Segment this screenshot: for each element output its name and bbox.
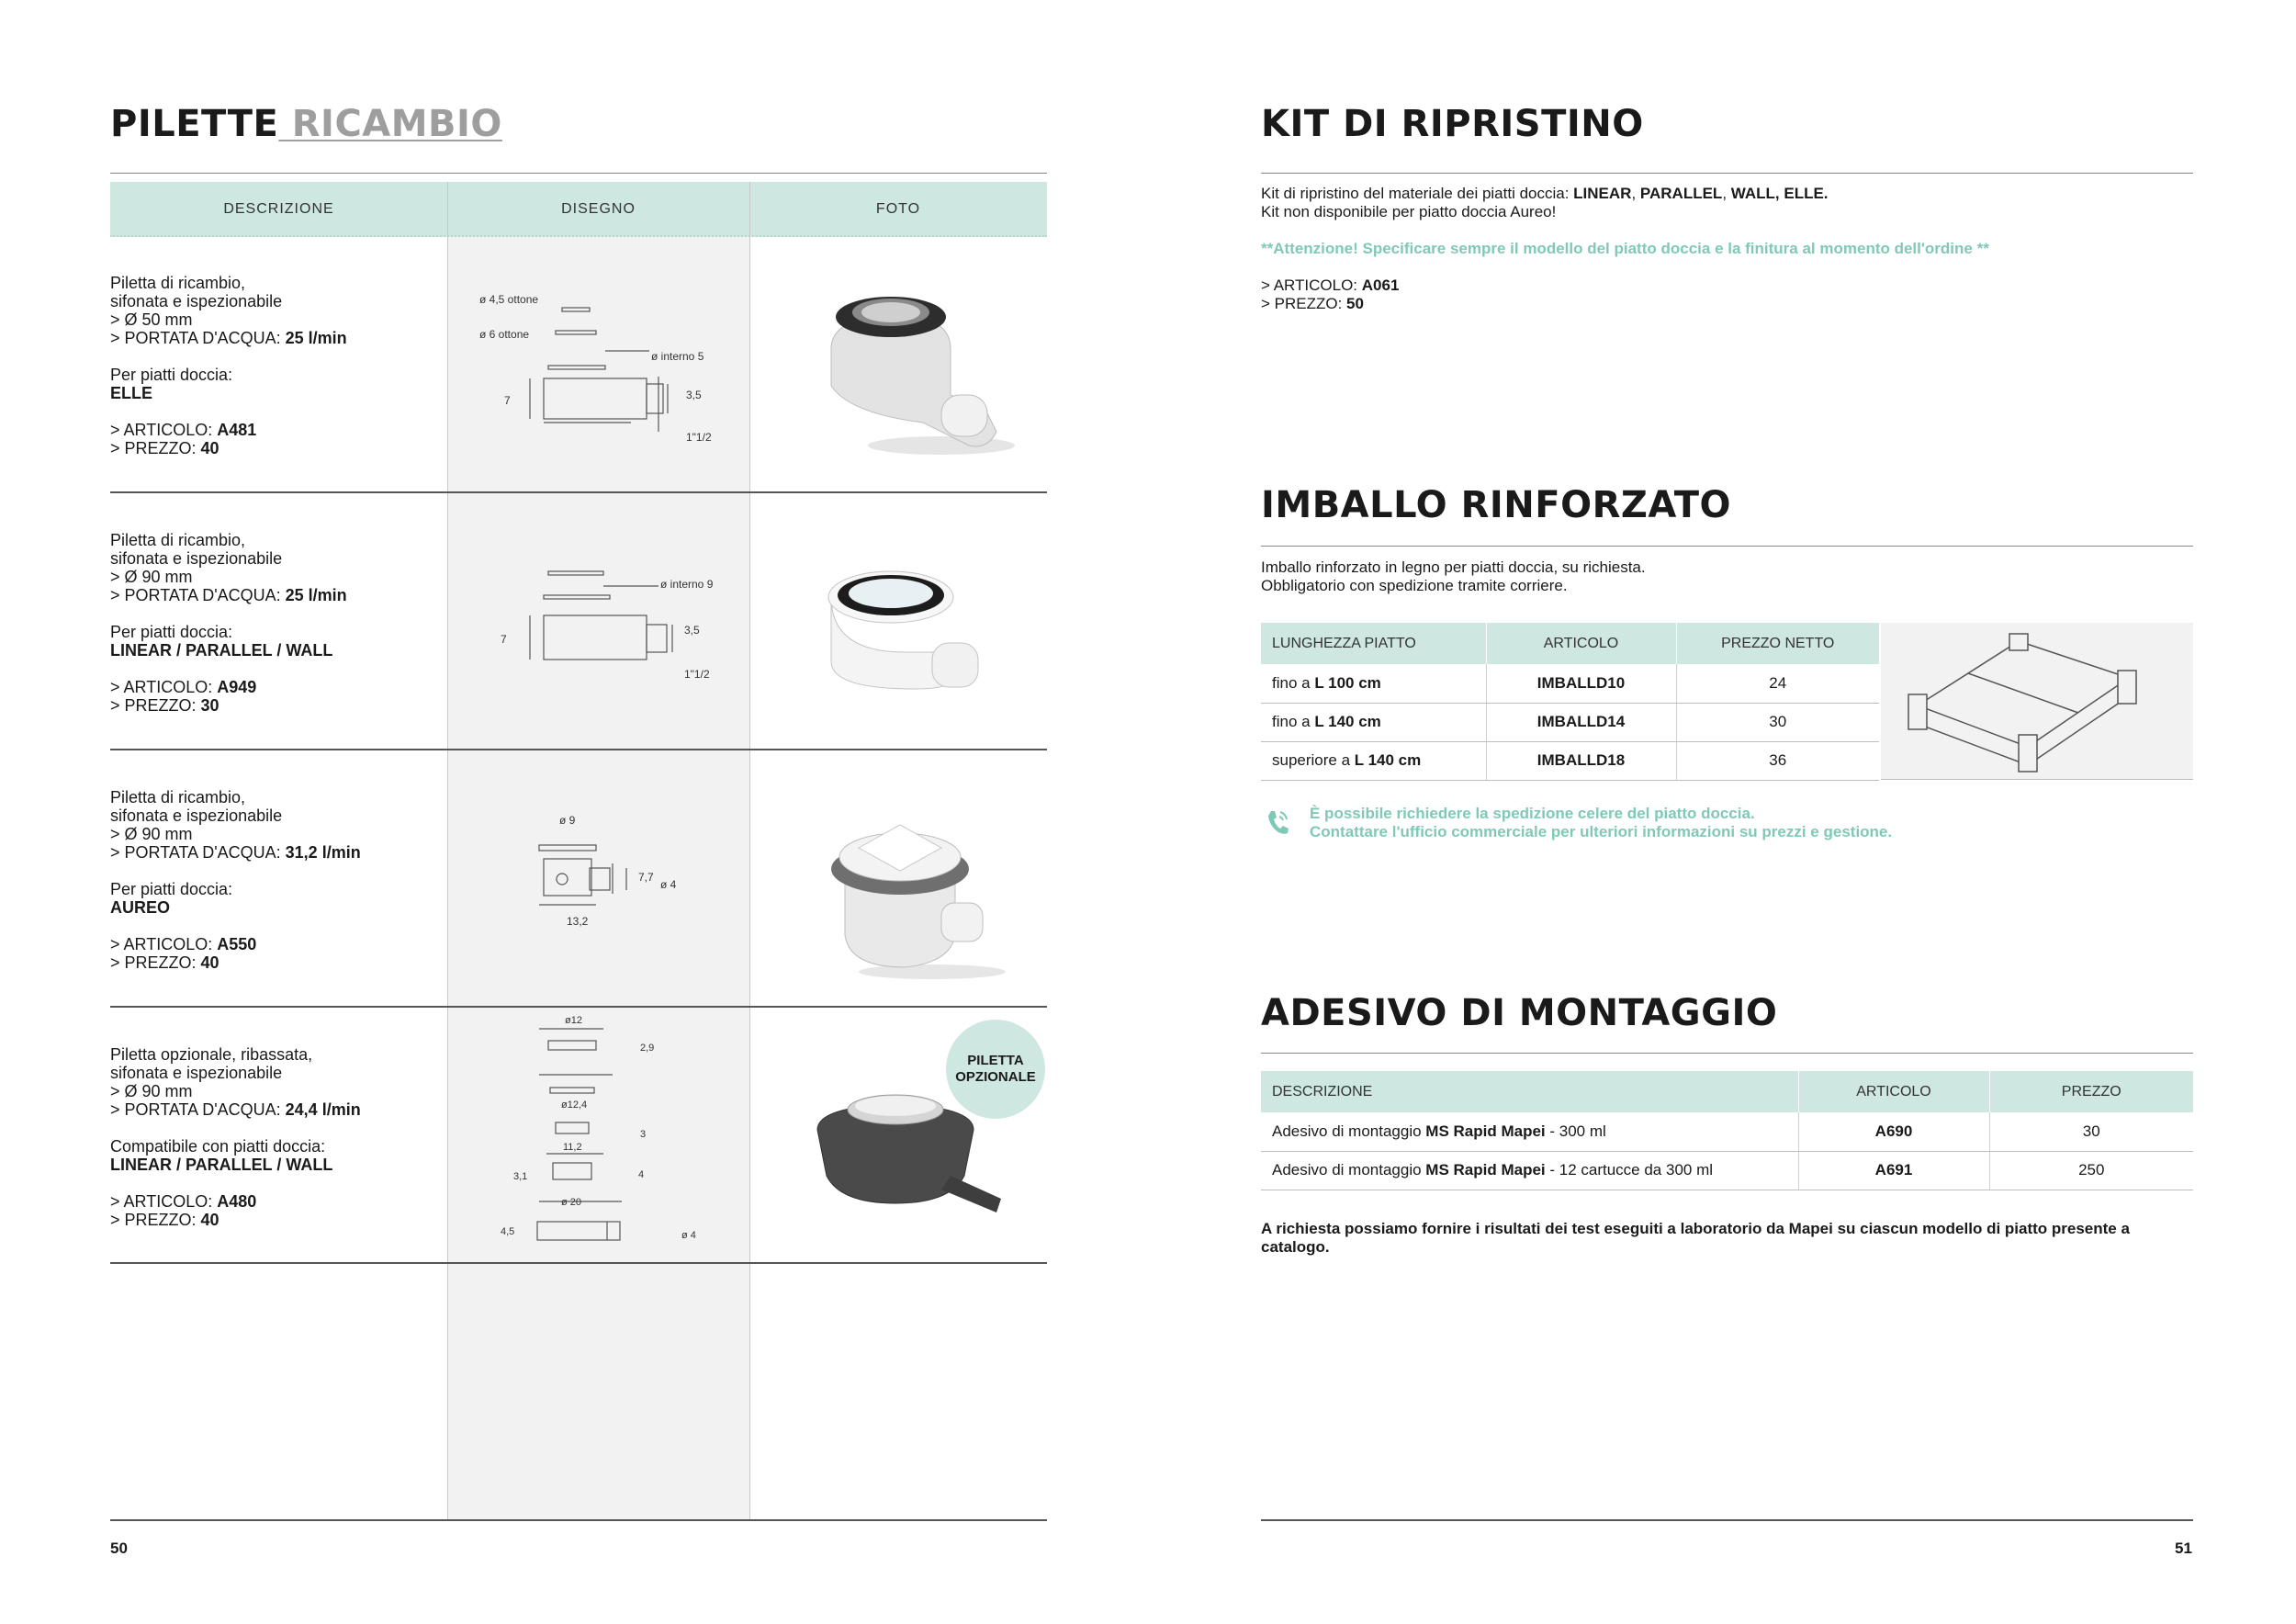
title-main: PILETTE xyxy=(110,103,279,145)
length-value: L 140 cm xyxy=(1314,713,1381,730)
imballo-line-1: Imballo rinforzato in legno per piatti doccia, su richiesta. xyxy=(1261,558,1646,576)
dim-label: 13,2 xyxy=(567,915,589,928)
cell-price: 36 xyxy=(1676,741,1879,780)
diameter: > Ø 90 mm xyxy=(110,1082,193,1100)
cell-article: A690 xyxy=(1798,1112,1989,1151)
cell-article: IMBALLD10 xyxy=(1486,664,1676,703)
flow-value: 25 l/min xyxy=(285,329,347,347)
imballo-table xyxy=(1261,623,1879,781)
article-label: > ARTICOLO: xyxy=(1261,276,1362,294)
cell-article: IMBALLD14 xyxy=(1486,703,1676,741)
note-line: Contattare l'ufficio commerciale per ulteriori informazioni su prezzi e gestione. xyxy=(1310,823,1893,840)
price-value: 40 xyxy=(200,953,219,972)
dim-label: 7 xyxy=(501,633,507,646)
dim-label: ø 4,5 ottone xyxy=(479,293,539,306)
price-label: > PREZZO: xyxy=(110,696,201,715)
badge-line: PILETTA xyxy=(967,1053,1024,1068)
flow-value: 25 l/min xyxy=(285,586,347,604)
desc-line: Piletta di ricambio, xyxy=(110,274,246,292)
article-label: > ARTICOLO: xyxy=(110,1192,218,1211)
dim-label: 1"1/2 xyxy=(684,668,710,681)
title-rule xyxy=(1261,1053,2193,1054)
dim-label: ø interno 5 xyxy=(651,350,704,363)
kit-price xyxy=(1261,295,2193,313)
page-title-left xyxy=(110,103,502,145)
text: Kit di ripristino del materiale dei piatti doccia: xyxy=(1261,185,1574,202)
section-title-adesivo: ADESIVO DI MONTAGGIO xyxy=(1261,992,1778,1034)
price-label: > PREZZO: xyxy=(110,439,201,457)
article-label: > ARTICOLO: xyxy=(110,421,218,439)
product-photo-a550 xyxy=(813,788,1024,981)
price xyxy=(110,439,441,457)
adesivo-table xyxy=(1261,1071,2193,1190)
dim-label: ø 4 xyxy=(681,1230,696,1241)
cell-article: IMBALLD18 xyxy=(1486,741,1676,780)
dim-label: ø 6 ottone xyxy=(479,328,530,341)
table-row xyxy=(1261,664,1879,703)
price-value: 30 xyxy=(200,696,219,715)
price xyxy=(110,1211,441,1229)
imballo-description xyxy=(1261,558,1646,595)
row-divider xyxy=(110,749,1047,750)
compat-models: LINEAR / PARALLEL / WALL xyxy=(110,1156,333,1174)
title-rule xyxy=(1261,173,2193,174)
dim-label: 7 xyxy=(504,394,511,407)
imballo-line-2: Obbligatorio con spedizione tramite corriere. xyxy=(1261,577,1568,594)
diameter: > Ø 90 mm xyxy=(110,825,193,843)
dim-label: 4 xyxy=(638,1169,645,1180)
section-title-kit: KIT DI RIPRISTINO xyxy=(1261,103,1644,145)
text: , xyxy=(1631,185,1640,202)
table-header-left xyxy=(110,182,1047,237)
length-value: L 140 cm xyxy=(1354,751,1422,769)
phone-icon xyxy=(1266,808,1289,836)
dim-label: ø 20 xyxy=(561,1197,582,1208)
dim-label: 2,9 xyxy=(640,1043,655,1054)
text: - 12 cartucce da 300 ml xyxy=(1545,1161,1714,1179)
col-header: ARTICOLO xyxy=(1798,1071,1989,1112)
col-header: LUNGHEZZA PIATTO xyxy=(1261,623,1486,664)
compat-models: ELLE xyxy=(110,384,153,402)
dim-label: 11,2 xyxy=(563,1142,582,1153)
kit-line-1 xyxy=(1261,185,2193,203)
price-value: 40 xyxy=(200,439,219,457)
diameter: > Ø 50 mm xyxy=(110,310,193,329)
dim-label: 3,5 xyxy=(684,624,700,637)
cell-price: 24 xyxy=(1676,664,1879,703)
dim-label: 1"1/2 xyxy=(686,431,712,444)
brand: MS Rapid Mapei xyxy=(1425,1161,1546,1179)
dim-label: ø 9 xyxy=(559,814,576,827)
text: Adesivo di montaggio xyxy=(1272,1122,1426,1140)
cell-price: 30 xyxy=(1989,1112,2193,1151)
table-row-description xyxy=(110,1045,441,1229)
price-value: 50 xyxy=(1346,295,1364,312)
cell-price: 250 xyxy=(1989,1151,2193,1190)
row-divider xyxy=(110,1262,1047,1264)
price-label: > PREZZO: xyxy=(110,1211,201,1229)
flow-label: > PORTATA D'ACQUA: xyxy=(110,1100,286,1119)
technical-drawing-a550 xyxy=(447,804,749,942)
model-wall-elle: WALL, ELLE. xyxy=(1730,185,1829,202)
col-header: PREZZO NETTO xyxy=(1676,623,1879,664)
text: Adesivo di montaggio xyxy=(1272,1161,1426,1179)
wooden-crate-icon xyxy=(1881,623,2193,780)
col-header: DESCRIZIONE xyxy=(1261,1071,1798,1112)
dim-label: ø interno 9 xyxy=(660,578,714,591)
row-divider xyxy=(110,491,1047,493)
kit-article xyxy=(1261,276,2193,295)
price xyxy=(110,696,441,715)
length-value: L 100 cm xyxy=(1314,673,1381,692)
desc-line: sifonata e ispezionabile xyxy=(110,1064,283,1082)
brand: MS Rapid Mapei xyxy=(1425,1122,1546,1140)
kit-line-2: Kit non disponibile per piatto doccia Aureo! xyxy=(1261,203,1557,220)
article-code: A481 xyxy=(217,421,257,439)
dim-label: 7,7 xyxy=(638,871,654,884)
col-divider-2 xyxy=(749,182,750,1521)
dim-label: 3,1 xyxy=(513,1171,528,1182)
technical-drawing-a481 xyxy=(447,276,749,459)
cell-description xyxy=(1261,1151,1798,1190)
flow-label: > PORTATA D'ACQUA: xyxy=(110,586,286,604)
price-label: > PREZZO: xyxy=(110,953,201,972)
badge-line: OPZIONALE xyxy=(955,1069,1036,1085)
title-sub: RICAMBIO xyxy=(278,103,502,145)
compat-models: AUREO xyxy=(110,898,171,917)
kit-warning: **Attenzione! Specificare sempre il modello del piatto doccia e la finitura al momento dell'ordine ** xyxy=(1261,240,1989,257)
compat-label: Per piatti doccia: xyxy=(110,623,233,641)
dim-label: 4,5 xyxy=(501,1226,515,1237)
article-code: A480 xyxy=(217,1192,257,1211)
flow-label: > PORTATA D'ACQUA: xyxy=(110,329,286,347)
bottom-rule-right xyxy=(1261,1519,2193,1521)
title-rule-left xyxy=(110,173,1047,174)
optional-badge xyxy=(946,1020,1045,1119)
technical-drawing-a949 xyxy=(447,551,749,707)
cell-length xyxy=(1261,741,1486,780)
compat-models: LINEAR / PARALLEL / WALL xyxy=(110,641,333,660)
technical-drawing-a480 xyxy=(447,1009,749,1257)
model-linear: LINEAR xyxy=(1573,185,1632,202)
article xyxy=(110,678,441,696)
desc-line: Piletta opzionale, ribassata, xyxy=(110,1045,313,1064)
shipping-note xyxy=(1310,805,1892,841)
table-row xyxy=(1261,1112,2193,1151)
row-divider xyxy=(110,1006,1047,1008)
article-label: > ARTICOLO: xyxy=(110,935,218,953)
diameter: > Ø 90 mm xyxy=(110,568,193,586)
desc-line: Piletta di ricambio, xyxy=(110,788,246,806)
text: - 300 ml xyxy=(1545,1122,1606,1140)
cell-price: 30 xyxy=(1676,703,1879,741)
header-descrizione: DESCRIZIONE xyxy=(223,201,334,217)
table-row xyxy=(1261,741,1879,780)
dim-label: 3 xyxy=(640,1129,647,1140)
table-bottom-rule xyxy=(110,1519,1047,1521)
desc-line: sifonata e ispezionabile xyxy=(110,549,283,568)
table-row xyxy=(1261,1151,2193,1190)
article xyxy=(110,421,441,439)
desc-line: sifonata e ispezionabile xyxy=(110,806,283,825)
compat-label: Compatibile con piatti doccia: xyxy=(110,1137,326,1156)
kit-description xyxy=(1261,185,2193,313)
text: , xyxy=(1722,185,1731,202)
cell-description xyxy=(1261,1112,1798,1151)
flow-label: > PORTATA D'ACQUA: xyxy=(110,843,286,862)
desc-line: sifonata e ispezionabile xyxy=(110,292,283,310)
flow-rate xyxy=(110,843,441,862)
price-label: > PREZZO: xyxy=(1261,295,1347,312)
text: fino a xyxy=(1272,713,1315,730)
product-photo-a949 xyxy=(813,551,1024,716)
article xyxy=(110,1192,441,1211)
price xyxy=(110,953,441,972)
table-row xyxy=(1261,703,1879,741)
model-parallel: PARALLEL xyxy=(1639,185,1723,202)
page-number-right: 51 xyxy=(2175,1539,2192,1557)
article-label: > ARTICOLO: xyxy=(110,678,218,696)
title-rule xyxy=(1261,546,2193,547)
cell-length xyxy=(1261,703,1486,741)
article-code: A061 xyxy=(1361,276,1400,294)
text: superiore a xyxy=(1272,751,1355,769)
note-line: È possibile richiedere la spedizione celere del piatto doccia. xyxy=(1310,805,1755,822)
text: fino a xyxy=(1272,673,1315,692)
section-title-imballo: IMBALLO RINFORZATO xyxy=(1261,484,1732,526)
col-header: PREZZO xyxy=(1989,1071,2193,1112)
dim-label: ø12,4 xyxy=(561,1100,588,1111)
cell-article: A691 xyxy=(1798,1151,1989,1190)
table-row-description xyxy=(110,788,441,972)
flow-rate xyxy=(110,586,441,604)
header-foto: FOTO xyxy=(875,201,921,217)
article-code: A550 xyxy=(217,935,257,953)
dim-label: 3,5 xyxy=(686,389,702,401)
cell-length xyxy=(1261,664,1486,703)
col-header: ARTICOLO xyxy=(1486,623,1676,664)
table-row-description xyxy=(110,531,441,715)
mapei-footnote: A richiesta possiamo fornire i risultati dei test eseguiti a laboratorio da Mapei su ciascun modello di piatto presente a catalogo. xyxy=(1261,1220,2130,1256)
flow-rate xyxy=(110,329,441,347)
flow-value: 24,4 l/min xyxy=(285,1100,361,1119)
product-photo-a481 xyxy=(813,276,1024,459)
header-disegno: DISEGNO xyxy=(561,201,636,217)
article xyxy=(110,935,441,953)
price-value: 40 xyxy=(200,1211,219,1229)
flow-value: 31,2 l/min xyxy=(285,843,361,862)
article-code: A949 xyxy=(217,678,257,696)
compat-label: Per piatti doccia: xyxy=(110,880,233,898)
dim-label: ø12 xyxy=(565,1015,582,1026)
desc-line: Piletta di ricambio, xyxy=(110,531,246,549)
dim-label: ø 4 xyxy=(660,878,677,891)
crate-image-panel xyxy=(1881,623,2193,780)
table-row-description xyxy=(110,274,441,457)
page-number-left: 50 xyxy=(110,1539,128,1557)
flow-rate xyxy=(110,1100,441,1119)
compat-label: Per piatti doccia: xyxy=(110,366,233,384)
